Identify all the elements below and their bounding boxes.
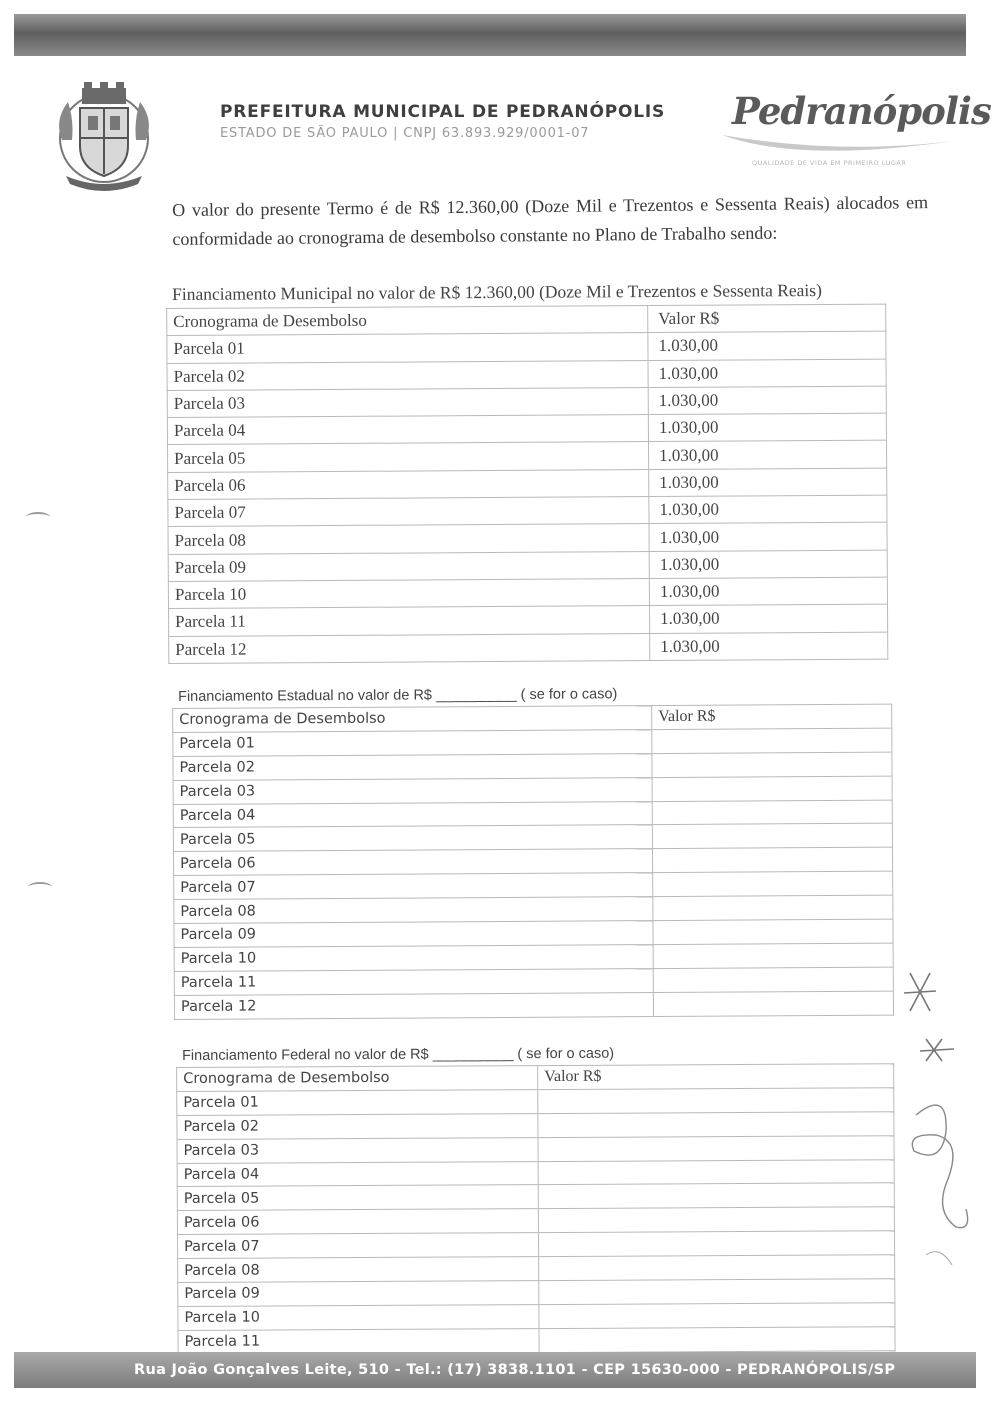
state-caption: Financiamento Estadual no valor de R$ __________ ( se for o caso) bbox=[178, 686, 618, 705]
installment-value bbox=[653, 847, 893, 872]
header-cell-schedule: Cronograma de Desembolso bbox=[177, 1066, 538, 1092]
header-cell-value: Valor R$ bbox=[652, 704, 892, 729]
installment-value bbox=[653, 919, 893, 944]
installment-value bbox=[538, 1135, 894, 1161]
logo-wordmark: Pedranópolis bbox=[732, 89, 991, 133]
table-row bbox=[167, 386, 886, 418]
installment-label: Parcela 02 bbox=[177, 1113, 538, 1139]
installment-label: Parcela 05 bbox=[168, 442, 649, 472]
installment-label: Parcela 04 bbox=[177, 1161, 538, 1187]
installment-value: 1.030,00 bbox=[648, 386, 886, 415]
installment-label: Parcela 08 bbox=[178, 1257, 539, 1283]
table-row bbox=[168, 522, 887, 554]
municipal-schedule-table bbox=[166, 304, 888, 664]
installment-value bbox=[653, 967, 893, 992]
table-row bbox=[168, 550, 887, 582]
federal-caption: Financiamento Federal no valor de R$ __________ ( se for o caso) bbox=[182, 1045, 615, 1064]
installment-value bbox=[653, 991, 893, 1016]
table-row bbox=[168, 441, 887, 473]
installment-value: 1.030,00 bbox=[650, 632, 888, 661]
installment-value bbox=[652, 752, 892, 777]
table-row bbox=[169, 632, 888, 664]
installment-label: Parcela 02 bbox=[167, 360, 648, 390]
table-row bbox=[167, 413, 886, 445]
footer-address-bar: Rua João Gonçalves Leite, 510 - Tel.: (17) 3838.1101 - CEP 15630-000 - PEDRANÓPOLIS/SP bbox=[14, 1352, 976, 1388]
installment-label: Parcela 06 bbox=[177, 1209, 538, 1235]
federal-financing-section bbox=[176, 1041, 896, 1354]
installment-value: 1.030,00 bbox=[648, 441, 886, 470]
installment-label: Parcela 04 bbox=[167, 415, 648, 445]
installment-label: Parcela 11 bbox=[178, 1328, 539, 1354]
header-cell-value: Valor R$ bbox=[538, 1064, 894, 1090]
state-financing-section bbox=[172, 682, 894, 1020]
installment-value: 1.030,00 bbox=[648, 331, 886, 360]
header-cell-value: Valor R$ bbox=[648, 304, 886, 333]
installment-label: Parcela 09 bbox=[168, 551, 649, 581]
installment-value bbox=[538, 1183, 894, 1209]
letterhead bbox=[0, 75, 992, 185]
installment-value: 1.030,00 bbox=[649, 522, 887, 551]
installment-value bbox=[538, 1088, 894, 1114]
punch-hole-mark bbox=[28, 882, 52, 892]
installment-value bbox=[652, 800, 892, 825]
installment-label: Parcela 07 bbox=[174, 873, 653, 900]
header-cell-schedule: Cronograma de Desembolso bbox=[167, 306, 648, 336]
letterhead-title: PREFEITURA MUNICIPAL DE PEDRANÓPOLIS bbox=[220, 102, 666, 122]
table-row bbox=[174, 991, 893, 1019]
installment-label: Parcela 06 bbox=[168, 469, 649, 499]
installment-value bbox=[652, 728, 892, 753]
installment-value bbox=[538, 1207, 894, 1233]
installment-value: 1.030,00 bbox=[649, 468, 887, 497]
municipal-caption: Financiamento Municipal no valor de R$ 12.360,00 (Doze Mil e Trezentos e Sessenta Reais) bbox=[172, 279, 822, 304]
installment-label: Parcela 07 bbox=[168, 497, 649, 527]
installment-value bbox=[538, 1231, 894, 1257]
installment-value bbox=[652, 776, 892, 801]
table-header-row bbox=[167, 304, 886, 336]
installment-label: Parcela 11 bbox=[174, 968, 653, 995]
pedranopolis-logo bbox=[718, 85, 991, 180]
installment-value bbox=[653, 871, 893, 896]
installment-value: 1.030,00 bbox=[648, 413, 886, 442]
installment-label: Parcela 06 bbox=[174, 849, 653, 876]
installment-label: Parcela 08 bbox=[174, 897, 653, 924]
installment-label: Parcela 09 bbox=[178, 1281, 539, 1307]
installment-value: 1.030,00 bbox=[649, 495, 887, 524]
installment-label: Parcela 11 bbox=[169, 606, 650, 636]
table-row bbox=[168, 468, 887, 500]
installment-value bbox=[653, 943, 893, 968]
municipal-financing-section bbox=[166, 276, 888, 664]
installment-value bbox=[539, 1279, 895, 1305]
table-row bbox=[169, 604, 888, 636]
installment-label: Parcela 10 bbox=[178, 1305, 539, 1331]
municipal-coat-of-arms-icon bbox=[48, 80, 160, 192]
table-row bbox=[167, 359, 886, 391]
table-row bbox=[178, 1327, 895, 1355]
installment-value bbox=[652, 824, 892, 849]
installment-label: Parcela 01 bbox=[167, 333, 648, 363]
installment-label: Parcela 03 bbox=[167, 387, 648, 417]
installment-label: Parcela 12 bbox=[169, 633, 650, 663]
installment-value bbox=[653, 895, 893, 920]
federal-schedule-table bbox=[176, 1063, 895, 1354]
installment-label: Parcela 07 bbox=[177, 1233, 538, 1259]
installment-label: Parcela 05 bbox=[173, 825, 652, 852]
installment-value bbox=[538, 1112, 894, 1138]
installment-value: 1.030,00 bbox=[648, 359, 886, 388]
header-cell-schedule: Cronograma de Desembolso bbox=[173, 706, 652, 733]
state-schedule-table bbox=[172, 704, 894, 1020]
installment-label: Parcela 05 bbox=[177, 1185, 538, 1211]
letterhead-subtitle: ESTADO DE SÃO PAULO | CNPJ 63.893.929/0001-07 bbox=[220, 126, 590, 141]
installment-label: Parcela 09 bbox=[174, 921, 653, 948]
table-row bbox=[167, 331, 886, 363]
installment-value bbox=[539, 1303, 895, 1329]
installment-value: 1.030,00 bbox=[649, 604, 887, 633]
installment-label: Parcela 10 bbox=[174, 944, 653, 971]
installment-label: Parcela 04 bbox=[173, 801, 652, 828]
installment-label: Parcela 01 bbox=[177, 1089, 538, 1115]
installment-label: Parcela 02 bbox=[173, 753, 652, 780]
installment-value: 1.030,00 bbox=[649, 550, 887, 579]
handwritten-initials-signature bbox=[896, 965, 976, 1295]
logo-tagline: QUALIDADE DE VIDA EM PRIMEIRO LUGAR bbox=[752, 159, 907, 167]
installment-value: 1.030,00 bbox=[649, 577, 887, 606]
table-row bbox=[168, 577, 887, 609]
table-row bbox=[168, 495, 887, 527]
installment-label: Parcela 01 bbox=[173, 729, 652, 756]
installment-label: Parcela 03 bbox=[173, 777, 652, 804]
installment-label: Parcela 03 bbox=[177, 1137, 538, 1163]
intro-paragraph: O valor do presente Termo é de R$ 12.360,00 (Doze Mil e Trezentos e Sessenta Reais) alocados em conformidade ao cronograma de desembolso constante no Plano de Trabalho sendo: bbox=[172, 192, 929, 249]
installment-label: Parcela 10 bbox=[168, 579, 649, 609]
installment-value bbox=[539, 1327, 895, 1353]
punch-hole-mark bbox=[26, 512, 50, 522]
installment-label: Parcela 08 bbox=[168, 524, 649, 554]
installment-value bbox=[539, 1255, 895, 1281]
installment-value bbox=[538, 1159, 894, 1185]
top-banner-bar bbox=[14, 14, 966, 56]
installment-label: Parcela 12 bbox=[174, 992, 653, 1019]
